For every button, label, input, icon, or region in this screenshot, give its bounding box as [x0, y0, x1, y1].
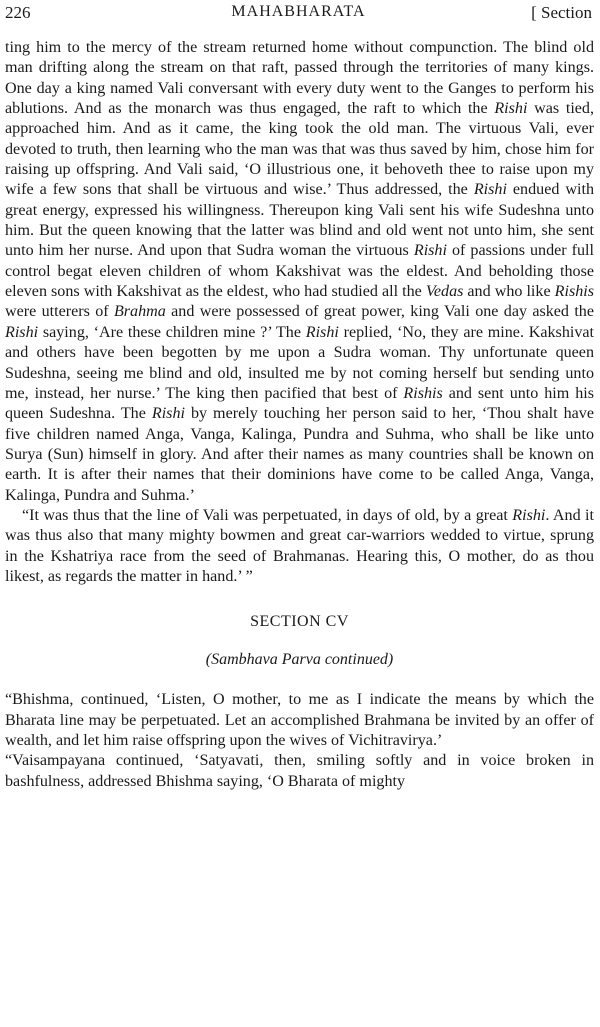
page-number: 226 — [5, 3, 31, 22]
italic-term: Rishi — [512, 506, 546, 524]
italic-term: Rishi — [305, 323, 339, 341]
text-run: replied, ‘No, they are mine. Kakshivat and others have been begotten by me upon a Sudra woman. Thy unfortunate queen Sudeshna, seeing me blind and old, insulted me by not coming herself but sending unto me, instead, her nurse.’ The king then pacified that best of — [5, 323, 594, 402]
text-run: and were possessed of great power, king Vali one day asked the — [165, 303, 594, 321]
text-run: and sent unto him his queen Sudeshna. The — [5, 384, 594, 423]
text-run: were utterers of — [5, 303, 114, 321]
italic-term: Rishi — [494, 100, 528, 118]
text-run: endued with great energy, expressed his willingness. Thereupon king Vali sent his wife Sudeshna unto him. But the queen knowing that the latter was blind and old went not unto him, she sent unto him her nurse. And upon that Sudra woman the virtuous — [5, 181, 594, 260]
paragraph — [5, 751, 594, 792]
text-run: of passions under full control begat eleven children of whom Kakshivat was the eldest. And beholding those eleven sons with Kakshivat as the eldest, who had studied all the — [5, 242, 594, 301]
italic-term: Vedas — [425, 283, 464, 301]
text-run: “Vaisampayana continued, ‘Satyavati, then, smiling softly and in voice broken in bashfulness, addressed Bhishma saying, ‘O Bharata of mighty — [5, 752, 594, 790]
text-run: “Bhishma, continued, ‘Listen, O mother, to me as I indicate the means by which the Bharata line may be perpetuated. Let an accomplished Brahmana be invited by an offer of wealth, and let him raise offspring upon the wives of Vichitravirya.’ — [5, 691, 594, 749]
italic-term: Rishi — [413, 242, 447, 260]
italic-term: Rishis — [554, 283, 594, 301]
section-subheading: (Sambhava Parva continued) — [205, 651, 394, 669]
paragraph — [5, 690, 594, 751]
section-label: [ Section — [531, 3, 592, 22]
section-heading: SECTION CV — [250, 613, 349, 631]
book-title: MAHABHARATA — [231, 3, 366, 20]
italic-term: Rishi — [5, 323, 39, 341]
paragraph — [5, 506, 594, 587]
text-run: . And it was thus also that many mighty bowmen and great car-warriors wedded to virtue, sprung in the Kshatriya race from the seed of Brahmanas. Hearing this, O mother, do as thou likest, as regards the matter in hand.’ ” — [5, 506, 594, 585]
running-header — [5, 3, 592, 29]
italic-term: Rishis — [403, 384, 443, 402]
text-run: saying, ‘Are these children mine ?’ The — [38, 323, 306, 341]
italic-term: Brahma — [113, 303, 166, 321]
page-body — [5, 38, 594, 792]
text-run: ting him to the mercy of the stream returned home without compunction. The blind old man drifting along the stream on that raft, passed through the territories of many kings. One day a king named Vali conversant with every duty went to the Ganges to perform his ablutions. And as the monarch was thus engaged, the raft to which the — [5, 39, 594, 118]
italic-term: Rishi — [151, 405, 185, 423]
text-run: “It was thus that the line of Vali was perpetuated, in days of old, by a great — [22, 506, 513, 524]
text-run: by merely touching her person said to her, ‘Thou shalt have five children named Anga, Vanga, Kalinga, Pundra and Suhma, who shall be like unto Surya (Sun) himself in glory. And after their names as many countries shall be known on earth. It is after their names that their dominions have come to be called Anga, Vanga, Kalinga, Pundra and Suhma.’ — [5, 405, 594, 504]
italic-term: Rishi — [473, 181, 507, 199]
text-run: and who like — [463, 283, 555, 301]
text-run: was tied, approached him. And as it came, the king took the old man. The virtuous Vali, ever devoted to truth, then learning who the man was that was thus saved by him, chose him for raising up offspring. And Vali said, ‘O illustrious one, it behoveth thee to raise upon my wife a few sons that shall be virtuous and wise.’ Thus addressed, the — [5, 100, 595, 199]
paragraph — [5, 38, 594, 506]
